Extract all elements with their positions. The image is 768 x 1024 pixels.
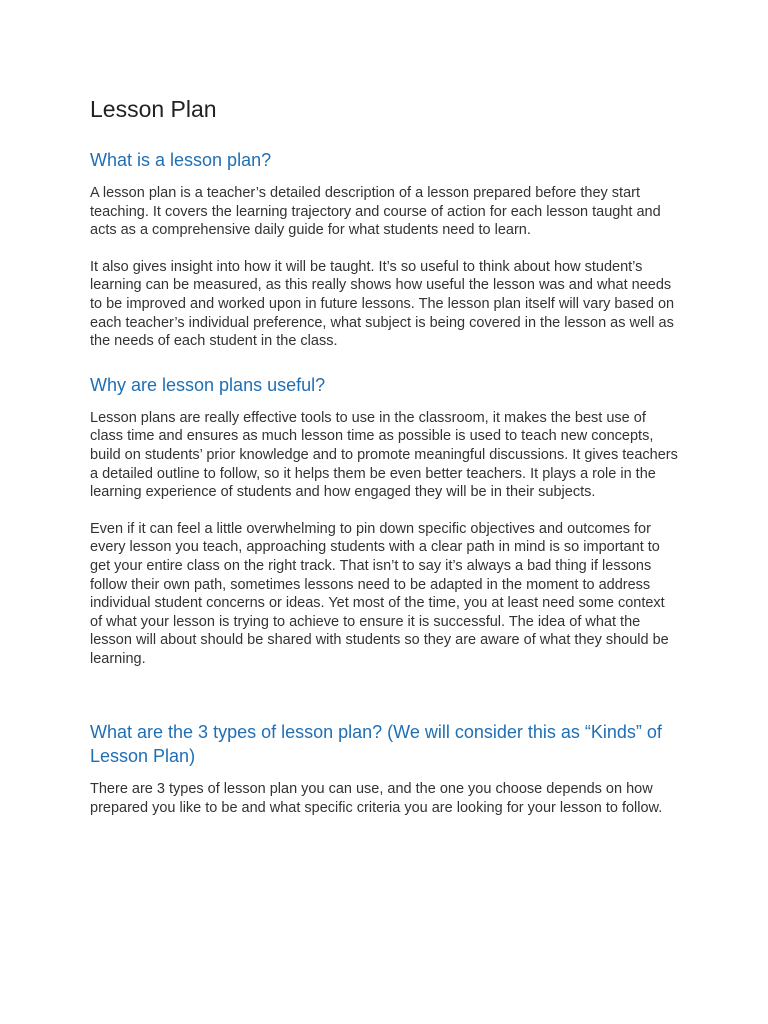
section-types-of-lesson-plan — [90, 720, 678, 817]
document-title: Lesson Plan — [90, 96, 217, 122]
paragraph: A lesson plan is a teacher’s detailed description of a lesson prepared before they start teaching. It covers the learning trajectory and course of action for each lesson taught and acts as a comprehensive daily guide for what students need to learn. — [90, 185, 661, 239]
section-heading: Why are lesson plans useful? — [90, 374, 326, 395]
section-what-is-a-lesson-plan — [90, 149, 678, 351]
paragraph: There are 3 types of lesson plan you can use, and the one you choose depends on how prepared you like to be and what specific criteria you are looking for your lesson to follow. — [90, 781, 663, 817]
paragraph: Even if it can feel a little overwhelming to pin down specific objectives and outcomes for every lesson you teach, approaching students with a clear path in mind is so important to get your entire class on the right track. That isn’t to say it’s always a bad thing if lessons follow their own path, sometimes lessons need to be adapted in the moment to address individual student concerns or ideas. Yet most of the time, you at least need some context of what your lesson is trying to achieve to ensure it is successful. The idea of what the lesson will about should be shared with students so they are aware of what they should be learning. — [90, 520, 669, 667]
section-heading: What are the 3 types of lesson plan? (We will consider this as “Kinds” of Lesson Plan) — [90, 722, 662, 767]
section-heading: What is a lesson plan? — [90, 150, 272, 170]
section-body — [90, 184, 678, 351]
section-body — [90, 409, 678, 669]
paragraph: Lesson plans are really effective tools to use in the classroom, it makes the best use of class time and ensures as much lesson time as possible is used to teach new concepts, build on students’ prior knowledge and to promote meaningful discussions. It gives teachers a detailed outline to follow, so it helps them be even better teachers. It plays a role in the learning experience of students and how engaged they will be in their subjects. — [90, 409, 678, 501]
paragraph: It also gives insight into how it will be taught. It’s so useful to think about how student’s learning can be measured, as this really shows how useful the lesson was and what needs to be improved and worked upon in future lessons. The lesson plan itself will vary based on each teacher’s individual preference, what subject is being covered in the lesson as well as the needs of each student in the class. — [90, 258, 675, 350]
section-why-lesson-plans-useful — [90, 374, 678, 669]
document-content — [0, 95, 768, 818]
section-body — [90, 780, 678, 817]
